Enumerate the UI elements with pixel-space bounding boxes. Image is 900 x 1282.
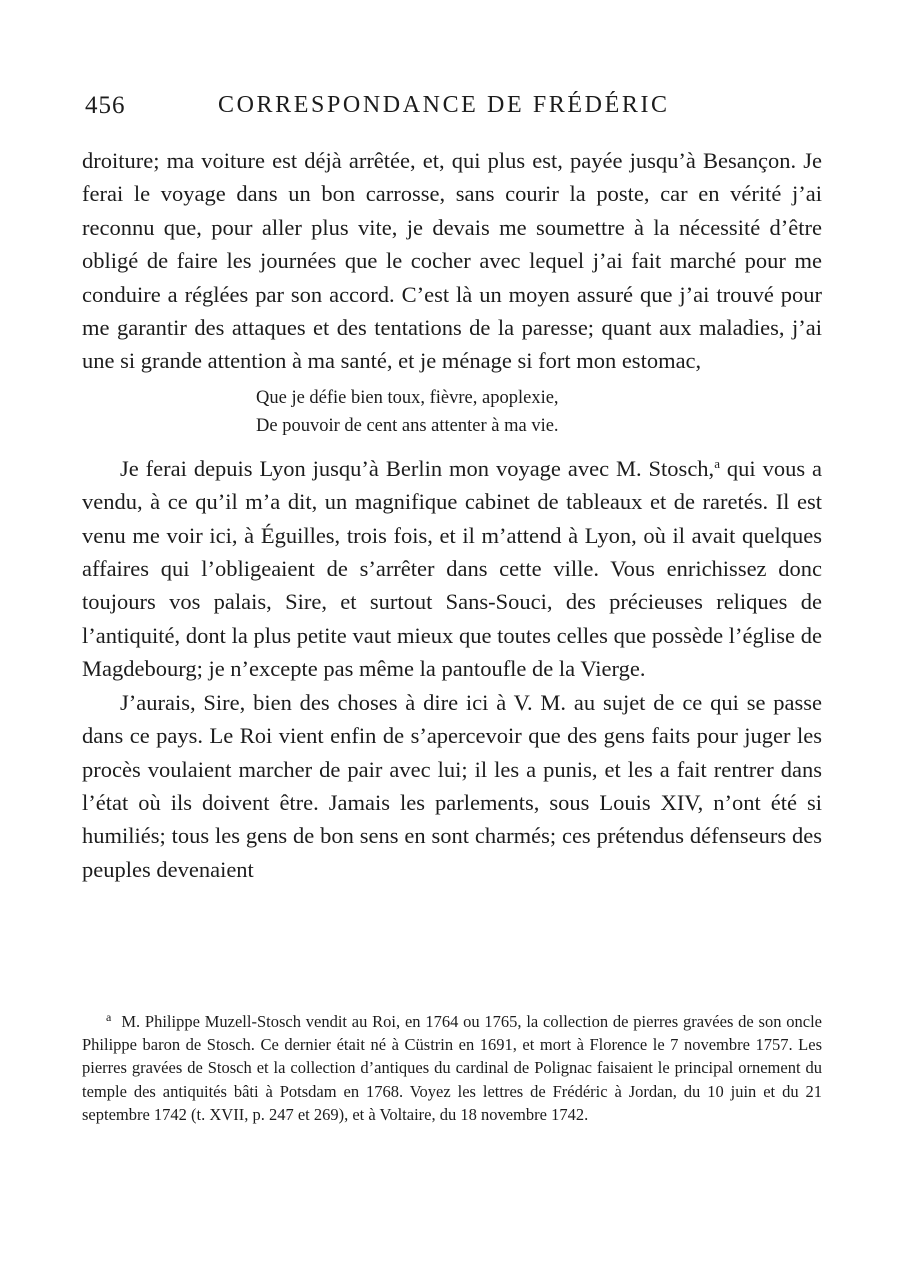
paragraph-3: J’aurais, Sire, bien des choses à dire ici à V. M. au sujet de ce qui se passe dans ce pays. Le Roi vient enfin de s’apercevoir que des gens faits pour juger les procès voulaient marcher de pair avec lui; il les a punis, et les a fait rentrer dans l’état où ils doivent être. Jamais les parlements, sous Louis XIV, n’ont été si humiliés; tous les gens de bon sens en sont charmés; ces prétendus défenseurs des peuples devenaient [82, 689, 822, 882]
footnote-reference[interactable]: a [714, 455, 720, 471]
paragraph-1: droiture; ma voiture est déjà arrêtée, et, qui plus est, payée jusqu’à Besançon. Je ferai le voyage dans un bon carrosse, sans courir la poste, car en vérité j’ai reconnu que, pour aller plus vite, je devais me soumettre à la nécessité d’être obligé de faire les journées que le cocher avec lequel j’ai fait marché pour me conduire a réglées par son accord. C’est là un moyen assuré que j’ai trouvé pour me garantir des attaques et des tentations de la paresse; quant aux maladies, j’ai une si grande attention à ma santé, et je ménage si fort mon estomac, [82, 148, 822, 374]
page-header [82, 92, 822, 132]
footnotes [82, 1010, 822, 1126]
paragraph-2 [82, 452, 822, 686]
main-text [82, 144, 822, 886]
footnote-text: M. Philippe Muzell-Stosch vendit au Roi, en 1764 ou 1765, la collection de pierres gravées de son oncle Philippe baron de Stosch. Ce dernier était né à Cüstrin en 1691, et mort à Florence le 7 novembre 1757. Les pierres gravées de Stosch et la collection d’antiques du cardinal de Polignac faisaient le principal ornement du temple des antiquités bâti à Potsdam en 1768. Voyez les lettres de Frédéric à Jordan, du 10 juin et du 21 septembre 1742 (t. XVII, p. 247 et 269), et à Voltaire, du 18 novembre 1742. [82, 1012, 822, 1124]
paragraph-2-start: Je ferai depuis Lyon jusqu’à Berlin mon voyage avec M. Stosch, [120, 455, 715, 481]
page-number: 456 [85, 92, 126, 119]
running-title: CORRESPONDANCE DE FRÉDÉRIC [218, 92, 670, 118]
footnote-marker: a [106, 1010, 112, 1024]
verse-line-1: Que je défie bien toux, fièvre, apoplexie, [256, 387, 559, 408]
footnote [82, 1010, 822, 1126]
verse-quotation [256, 384, 822, 440]
paragraph-2-rest: qui vous a vendu, à ce qu’il m’a dit, un magnifique cabinet de tableaux et de raretés. Il est venu me voir ici, à Éguilles, trois fois, et il m’attend à Lyon, où il avait quelques affaires qui l’obligeaient de s’arrêter dans cette ville. Vous enrichissez donc toujours vos palais, Sire, et surtout Sans-Souci, des précieuses reliques de l’antiquité, dont la plus petite vaut mieux que toutes celles que possède l’église de Magdebourg; je n’excepte pas même la pantoufle de la Vierge. [82, 455, 823, 682]
verse-line-2: De pouvoir de cent ans attenter à ma vie. [256, 415, 559, 436]
